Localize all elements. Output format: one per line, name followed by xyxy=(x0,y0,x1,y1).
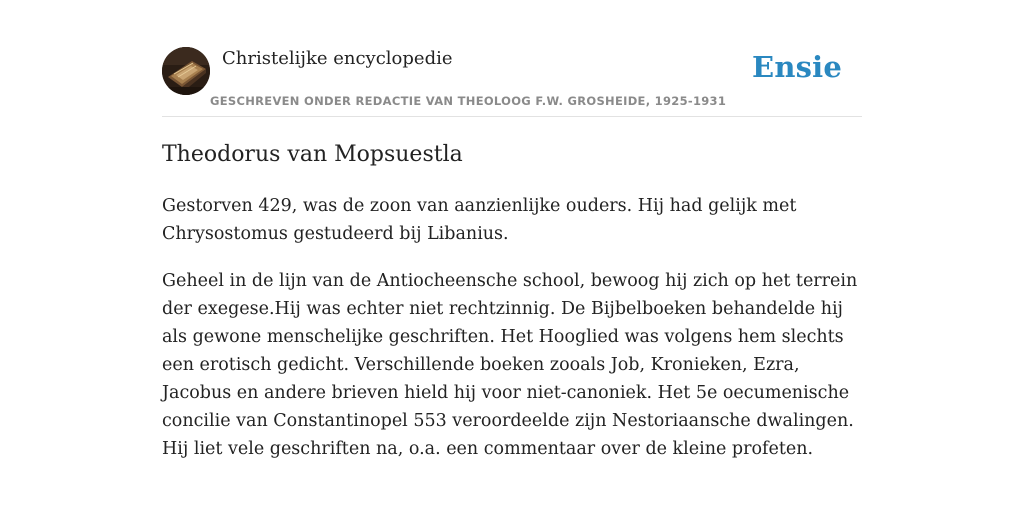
source-subtitle: GESCHREVEN ONDER REDACTIE VAN THEOLOOG F.W. GROSHEIDE, 1925-1931 xyxy=(210,94,727,108)
article xyxy=(162,138,862,463)
brand-logo-link[interactable]: Ensie xyxy=(752,50,842,84)
article-title: Theodorus van Mopsuestla xyxy=(162,142,463,167)
article-paragraph: Gestorven 429, was de zoon van aanzienlijke ouders. Hij had gelijk met Chrysostomus gestudeerd bij Libanius. xyxy=(162,196,797,244)
source-title[interactable]: Christelijke encyclopedie xyxy=(222,48,453,69)
article-paragraph: Geheel in de lijn van de Antiocheensche school, bewoog hij zich op het terrein der exegese.Hij was echter niet rechtzinnig. De Bijbelboeken behandelde hij als gewone menschelijke geschriften. Het Hooglied was volgens hem slechts een erotisch gedicht. Verschillende boeken zooals Job, Kronieken, Ezra, Jacobus en andere brieven hield hij voor niet-canoniek. Het 5e oecumenische concilie van Constantinopel 553 veroordeelde zijn Nestoriaansche dwalingen. Hij liet vele geschriften na, o.a. een commentaar over de kleine profeten. xyxy=(162,271,858,459)
site-header xyxy=(162,46,862,117)
book-cover-icon[interactable] xyxy=(162,47,210,95)
article-body xyxy=(162,192,862,463)
